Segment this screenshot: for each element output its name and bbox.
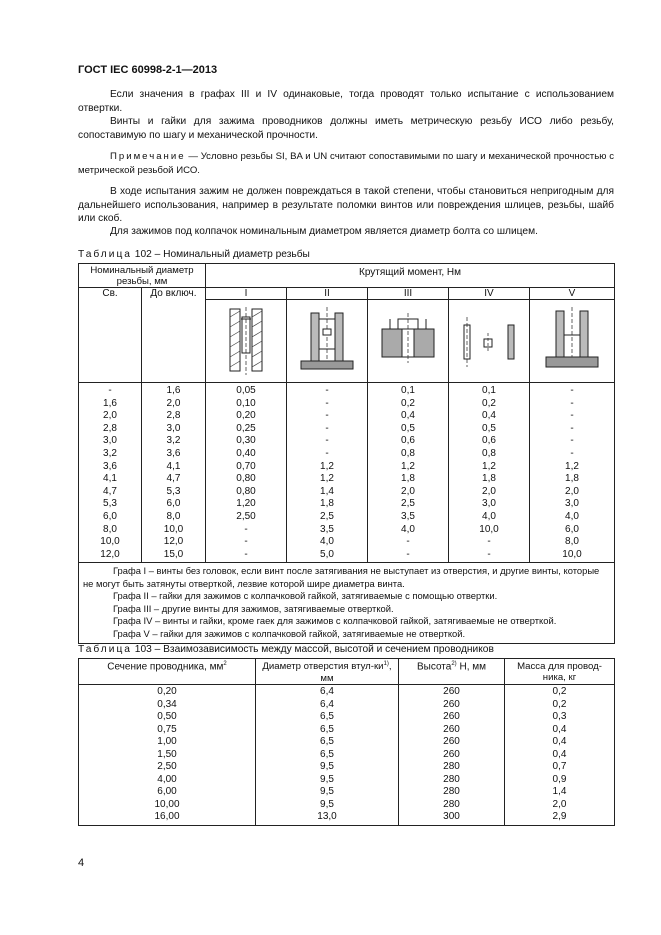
table-cell: - xyxy=(325,447,329,459)
table-cell: 2,8 xyxy=(103,422,117,434)
column-I xyxy=(206,383,287,563)
table-cell: 0,9 xyxy=(552,773,567,785)
table-cell: 0,4 xyxy=(401,410,415,422)
table-cell: 9,5 xyxy=(320,786,334,797)
header-col-I: I xyxy=(206,288,287,300)
paragraph-1: Если значения в графах III и IV одинаковые, тогда проводят только испытание с использованием отвертки. xyxy=(78,89,614,114)
table-cell: 280 xyxy=(443,761,460,772)
footnote: Графа II – гайки для зажимов с колпачковой гайкой, затягиваемые с помощью отвертки. xyxy=(113,590,498,602)
table-cell: 5,3 xyxy=(103,498,117,510)
column-III xyxy=(368,383,449,563)
table-cell: 3,2 xyxy=(166,435,181,447)
table-cell: 9,5 xyxy=(320,773,334,785)
table-cell: 1,20 xyxy=(236,498,256,510)
table-cell: 6,5 xyxy=(320,723,334,735)
header-height: Высота$^{2)}$ H, мм xyxy=(399,659,505,685)
table-cell: 10,0 xyxy=(479,523,499,535)
table-cell: 0,80 xyxy=(236,485,256,497)
table-cell: 3,5 xyxy=(401,510,415,522)
table-cell: 3,6 xyxy=(103,460,117,472)
figure-col-IV xyxy=(449,300,530,383)
table-cell: 0,05 xyxy=(236,385,256,396)
table-cell: 8,0 xyxy=(103,523,117,535)
table-cell: 0,2 xyxy=(552,698,567,710)
header-section: Сечение проводника, $мм^2$ xyxy=(79,659,256,685)
table-cell: 6,5 xyxy=(320,711,334,722)
table-cell: 0,8 xyxy=(401,447,415,459)
table-cell: 0,80 xyxy=(236,473,256,485)
header-col-II: II xyxy=(287,288,368,300)
table-cell: 0,2 xyxy=(482,397,496,409)
footnote: Графа IV – винты и гайки, кроме гаек для зажимов с колпачковой гайкой, затягиваемые не отверткой. xyxy=(113,615,557,627)
table-cell: 4,0 xyxy=(482,510,496,522)
table-cell: 4,0 xyxy=(320,536,334,548)
table-cell: 0,3 xyxy=(552,711,567,722)
table-cell: 13,0 xyxy=(317,811,337,822)
column-IV xyxy=(449,383,530,563)
table-cell: - xyxy=(487,548,491,560)
table-cell: 5,3 xyxy=(166,485,181,497)
table-cell: 6,00 xyxy=(157,786,177,797)
table-cell: 8,0 xyxy=(166,510,181,522)
table-cell: 0,75 xyxy=(157,723,177,735)
table-cell: 2,0 xyxy=(565,485,579,497)
table-cell: 3,0 xyxy=(482,498,496,510)
table-cell: 3,2 xyxy=(103,447,117,459)
table-cell: 4,00 xyxy=(157,773,177,785)
header-col-III: III xyxy=(368,288,449,300)
table-cell: - xyxy=(406,536,410,548)
table-cell: 260 xyxy=(443,711,460,722)
table-cell: 280 xyxy=(443,798,460,810)
header-nominal-diameter: Номинальный диаметр резьбы, мм xyxy=(79,264,206,288)
table-cell: 300 xyxy=(443,811,460,822)
table-cell: - xyxy=(325,435,329,447)
table-cell: 2,5 xyxy=(320,510,334,522)
table-cell: - xyxy=(487,536,491,548)
table-cell: 6,0 xyxy=(103,510,117,522)
table-cell: 9,5 xyxy=(320,798,334,810)
table-cell: 2,0 xyxy=(482,485,496,497)
table-102 xyxy=(78,263,615,644)
table-cell: - xyxy=(570,397,574,409)
header-col-IV: IV xyxy=(449,288,530,300)
table-cell: 15,0 xyxy=(163,548,184,560)
table-cell: 5,0 xyxy=(320,548,334,560)
table-cell: - xyxy=(570,435,574,447)
table-cell: 0,7 xyxy=(552,761,567,772)
table-cell: 280 xyxy=(443,773,460,785)
table-cell: 0,20 xyxy=(157,686,177,697)
table-cell: 6,5 xyxy=(320,736,334,747)
table-cell: 0,5 xyxy=(482,422,496,434)
table-cell: 0,50 xyxy=(157,711,177,722)
table-cell: 4,0 xyxy=(565,510,579,522)
table-cell: - xyxy=(570,385,574,396)
table-cell: 2,9 xyxy=(552,811,567,822)
header-col-V: V xyxy=(530,288,615,300)
table-cell: - xyxy=(244,536,248,548)
table-cell: 2,0 xyxy=(401,485,415,497)
table-cell: 0,10 xyxy=(236,397,256,409)
terminal-diagram-V xyxy=(542,305,602,377)
column-from xyxy=(79,383,142,563)
table-cell: 1,2 xyxy=(482,460,496,472)
table-cell: 10,0 xyxy=(562,548,582,560)
page-number: 4 xyxy=(78,857,85,869)
column-hole xyxy=(256,685,399,826)
table-cell: 1,50 xyxy=(157,748,177,760)
table-cell: 1,6 xyxy=(166,385,181,396)
paragraph-3: В ходе испытания зажим не должен повреждаться в такой степени, чтобы становиться непригодным для дальнейшего использования, например в результате поломки винтов или повреждения шлицев, резьбы, шайб или скоб. xyxy=(78,186,614,224)
table-cell: 0,70 xyxy=(236,460,256,472)
table-cell: 0,4 xyxy=(482,410,496,422)
table-cell: 6,4 xyxy=(320,686,334,697)
table-cell: 2,50 xyxy=(236,510,256,522)
table-cell: 3,0 xyxy=(565,498,579,510)
table-cell: 0,4 xyxy=(552,723,567,735)
table-cell: 4,7 xyxy=(166,473,181,485)
figure-col-III xyxy=(368,300,449,383)
table-cell: 0,20 xyxy=(236,410,256,422)
table-cell: - xyxy=(570,447,574,459)
table-cell: 1,4 xyxy=(552,786,567,797)
table-cell: 4,0 xyxy=(401,523,415,535)
figure-col-II xyxy=(287,300,368,383)
table-cell: - xyxy=(570,410,574,422)
table-cell: 10,0 xyxy=(163,523,184,535)
column-height xyxy=(399,685,505,826)
table-cell: 4,7 xyxy=(103,485,117,497)
table-cell: 1,8 xyxy=(320,498,334,510)
figure-col-V xyxy=(530,300,615,383)
table-cell: 260 xyxy=(443,698,460,710)
table-cell: 6,5 xyxy=(320,748,334,760)
table-cell: 1,8 xyxy=(565,473,579,485)
column-II xyxy=(287,383,368,563)
table-cell: 0,1 xyxy=(482,385,496,396)
table-cell: - xyxy=(108,385,112,396)
table-cell: 2,50 xyxy=(157,761,177,772)
column-mass xyxy=(505,685,615,826)
table-cell: 1,2 xyxy=(320,473,334,485)
table-cell: - xyxy=(406,548,410,560)
terminal-diagram-IV xyxy=(458,305,520,377)
table-cell: 260 xyxy=(443,686,460,697)
table-cell: 1,8 xyxy=(482,473,496,485)
table-cell: 260 xyxy=(443,736,460,747)
table-cell: 0,25 xyxy=(236,422,256,434)
header-to: До включ. xyxy=(142,288,206,383)
table-cell: 280 xyxy=(443,786,460,797)
note xyxy=(78,150,614,177)
table-cell: 0,8 xyxy=(482,447,496,459)
table-cell: 16,00 xyxy=(154,811,180,822)
table-cell: 0,1 xyxy=(401,385,415,396)
table-cell: 0,4 xyxy=(552,736,567,747)
table-103-caption: Таблица 103 – Взаимозависимость между массой, высотой и сечением проводников xyxy=(78,644,494,655)
table-cell: 3,0 xyxy=(103,435,117,447)
terminal-diagram-II xyxy=(297,305,357,377)
table-cell: 1,8 xyxy=(401,473,415,485)
header-from: Св. xyxy=(79,288,142,383)
table-cell: 9,5 xyxy=(320,761,334,772)
note-label: Примечание xyxy=(110,151,186,162)
table-cell: 1,2 xyxy=(565,460,579,472)
footnote: Графа V – гайки для зажимов с колпачковой гайкой, затягиваемые не отверткой. xyxy=(113,627,466,639)
table-cell: - xyxy=(325,397,329,409)
table-cell: 0,2 xyxy=(552,686,567,697)
table-cell: 6,0 xyxy=(565,523,579,535)
column-section xyxy=(79,685,256,826)
table-cell: - xyxy=(244,548,248,560)
table-cell: 1,00 xyxy=(157,736,177,747)
table-cell: 3,5 xyxy=(320,523,334,535)
table-cell: 2,0 xyxy=(552,798,567,810)
table-cell: 2,0 xyxy=(103,410,117,422)
terminal-diagram-III xyxy=(378,305,438,377)
terminal-diagram-I xyxy=(226,305,266,377)
table-cell: 12,0 xyxy=(163,536,184,548)
table-cell: 1,6 xyxy=(103,397,117,409)
header-mass: Масса для провод-ника, кг xyxy=(505,659,615,685)
header-torque: Крутящий момент, Нм xyxy=(206,264,615,288)
table-cell: 0,5 xyxy=(401,422,415,434)
table-cell: 0,34 xyxy=(157,698,177,710)
table-cell: - xyxy=(325,385,329,396)
table-cell: 0,2 xyxy=(401,397,415,409)
table-102-footnotes xyxy=(79,563,615,644)
document-header: ГОСТ IEC 60998-2-1—2013 xyxy=(78,64,218,76)
table-cell: - xyxy=(325,422,329,434)
table-cell: 2,5 xyxy=(401,498,415,510)
paragraph-2: Винты и гайки для зажима проводников должны иметь метрическую резьбу ИСО либо резьбу, сопоставимую по шагу и механической прочности. xyxy=(78,116,614,141)
footnote: Графа I – винты без головок, если винт после затягивания не выступает из отверстия, и другие винты, которые не могут быть затянуты отверткой, лезвие которой шире диаметра винта. xyxy=(83,565,600,589)
paragraph-4: Для зажимов под колпачок номинальным диаметром является диаметр болта со шлицем. xyxy=(110,226,538,237)
figure-col-I xyxy=(206,300,287,383)
table-cell: 1,4 xyxy=(320,485,334,497)
table-cell: 2,0 xyxy=(166,397,181,409)
table-cell: 1,2 xyxy=(401,460,415,472)
table-cell: 3,0 xyxy=(166,422,181,434)
table-102-caption: Таблица 102 – Номинальный диаметр резьбы xyxy=(78,249,310,260)
table-cell: - xyxy=(570,422,574,434)
table-cell: 6,0 xyxy=(166,498,181,510)
table-cell: 0,6 xyxy=(401,435,415,447)
table-cell: 8,0 xyxy=(565,536,579,548)
table-cell: 1,2 xyxy=(320,460,334,472)
table-cell: 10,0 xyxy=(100,536,120,548)
column-V xyxy=(530,383,615,563)
table-cell: 4,1 xyxy=(166,460,181,472)
table-cell: 260 xyxy=(443,748,460,760)
table-cell: 2,8 xyxy=(166,410,181,422)
table-cell: 260 xyxy=(443,723,460,735)
table-cell: 12,0 xyxy=(100,548,120,560)
table-cell: 4,1 xyxy=(103,473,117,485)
table-103 xyxy=(78,658,615,826)
header-hole-diameter: Диаметр отверстия втул-$ки^{1)}$, мм xyxy=(256,659,399,685)
table-cell: 0,6 xyxy=(482,435,496,447)
table-cell: 0,30 xyxy=(236,435,256,447)
table-cell: 10,00 xyxy=(154,798,180,810)
column-to xyxy=(142,383,206,563)
table-cell: 3,6 xyxy=(166,447,181,459)
table-cell: 6,4 xyxy=(320,698,334,710)
footnote: Графа III – другие винты для зажимов, затягиваемые отверткой. xyxy=(113,602,394,614)
table-cell: - xyxy=(244,523,248,535)
table-cell: - xyxy=(325,410,329,422)
table-cell: 0,40 xyxy=(236,447,256,459)
note-text: — Условно резьбы SI, BA и UN считают сопоставимыми по шагу и механической прочностью с метрической резьбой ИСО. xyxy=(78,151,614,176)
table-cell: 0,4 xyxy=(552,748,567,760)
